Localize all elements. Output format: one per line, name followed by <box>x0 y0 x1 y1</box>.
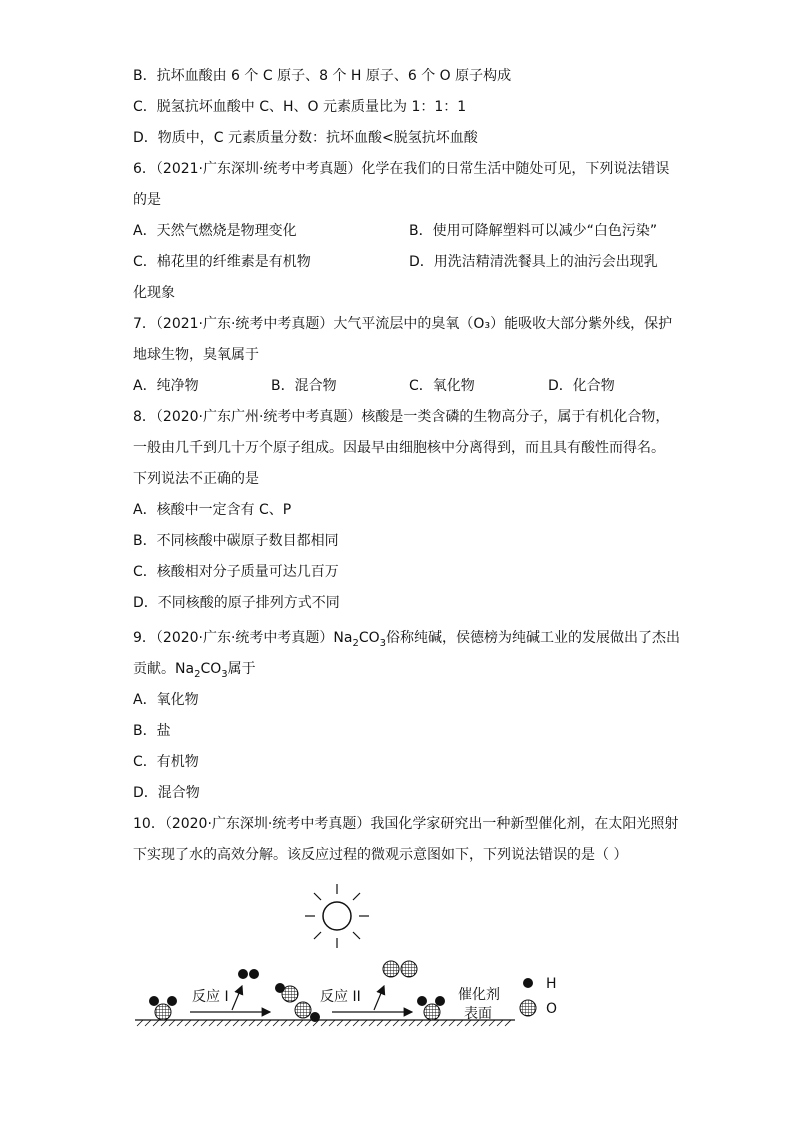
q7-option-c: C．氧化物 <box>409 378 475 394</box>
q9-sub-3b: 3 <box>221 668 228 680</box>
q7-option-b: B．混合物 <box>271 378 337 394</box>
q9-co: CO <box>358 630 380 646</box>
legend-h-swatch <box>523 978 533 988</box>
q5-option-b: B．抗坏血酸由 6 个 C 原子、8 个 H 原子、6 个 O 原子构成 <box>133 68 512 84</box>
q6-option-c: C．棉花里的纤维素是有机物 <box>133 254 311 270</box>
q7-stem-line1: 7．（2021·广东·统考中考真题）大气平流层中的臭氧（O₃）能吸收大部分紫外线，保护 <box>133 316 673 332</box>
q9-stem2-prefix: 贡献。Na <box>133 661 195 677</box>
q10-stem-line2: 下实现了水的高效分解。该反应过程的微观示意图如下，下列说法错误的是（ ） <box>133 847 628 863</box>
q8-stem-line3: 下列说法不正确的是 <box>133 471 259 487</box>
q6-stem-line1: 6．（2021·广东深圳·统考中考真题）化学在我们的日常生活中随处可见，下列说法错误 <box>133 161 670 177</box>
q8-option-b: B．不同核酸中碳原子数目都相同 <box>133 533 339 549</box>
intermediate-molecule <box>275 983 320 1022</box>
q9-sub-2: 2 <box>352 637 359 649</box>
q8-stem-line2: 一般由几千到几十万个原子组成。因最早由细胞核中分离得到，而且具有酸性而得名。 <box>133 440 665 456</box>
q8-option-c: C．核酸相对分子质量可达几百万 <box>133 564 339 580</box>
q6-option-a: A．天然气燃烧是物理变化 <box>133 223 297 239</box>
q9-stem-suffix: 俗称纯碱，侯德榜为纯碱工业的发展做出了杰出 <box>386 630 681 646</box>
q9-option-d: D．混合物 <box>133 785 200 801</box>
q9-option-b: B．盐 <box>133 723 171 739</box>
q9-stem-prefix: 9．（2020·广东·统考中考真题）Na <box>133 630 353 646</box>
legend-o-swatch <box>520 1000 536 1016</box>
q7-option-d: D．化合物 <box>548 378 615 394</box>
q6-stem-line2: 的是 <box>133 192 161 208</box>
q8-option-d: D．不同核酸的原子排列方式不同 <box>133 595 340 611</box>
q8-option-a: A．核酸中一定含有 C、P <box>133 502 292 518</box>
reaction2-label: 反应 II <box>320 989 361 1005</box>
legend <box>520 976 557 1017</box>
q7-option-a: A．纯净物 <box>133 378 199 394</box>
q5-option-c: C．脱氢抗坏血酸中 C、H、O 元素质量比为 1：1：1 <box>133 99 467 115</box>
q6-option-b: B．使用可降解塑料可以减少“白色污染” <box>409 223 658 239</box>
legend-o-label: O <box>546 1001 558 1017</box>
legend-h-label: H <box>546 976 557 992</box>
q9-stem2-suffix: 属于 <box>227 661 256 677</box>
q6-option-d-cont: 化现象 <box>133 285 175 301</box>
oxygen-molecule <box>383 961 417 977</box>
q9-stem-line1 <box>133 628 680 648</box>
hydrogen-molecule <box>238 969 259 979</box>
catalyst-label-line2: 表面 <box>464 1006 492 1022</box>
sun-icon <box>305 884 369 948</box>
water-molecule-right <box>417 996 445 1020</box>
q9-option-a: A．氧化物 <box>133 692 199 708</box>
q8-stem-line1: 8．（2020·广东广州·统考中考真题）核酸是一类含磷的生物高分子，属于有机化合物， <box>133 409 670 425</box>
reaction1-label: 反应 I <box>192 989 229 1005</box>
q9-stem-line2 <box>133 659 256 679</box>
q9-sub-3: 3 <box>379 637 387 649</box>
catalyst-surface <box>135 1020 515 1026</box>
reaction-diagram <box>120 880 580 1040</box>
water-molecule-left <box>149 996 177 1020</box>
q7-stem-line2: 地球生物，臭氧属于 <box>133 347 259 363</box>
q9-co-b: CO <box>200 661 222 677</box>
catalyst-label-line1: 催化剂 <box>458 987 500 1003</box>
q9-option-c: C．有机物 <box>133 754 199 770</box>
q10-stem-line1: 10．（2020·广东深圳·统考中考真题）我国化学家研究出一种新型催化剂，在太阳光照射 <box>133 816 679 832</box>
q5-option-d: D．物质中，C 元素质量分数：抗坏血酸<脱氢抗坏血酸 <box>133 130 478 146</box>
q6-option-d: D．用洗洁精清洗餐具上的油污会出现乳 <box>409 254 658 270</box>
q9-sub-2b: 2 <box>194 668 201 680</box>
